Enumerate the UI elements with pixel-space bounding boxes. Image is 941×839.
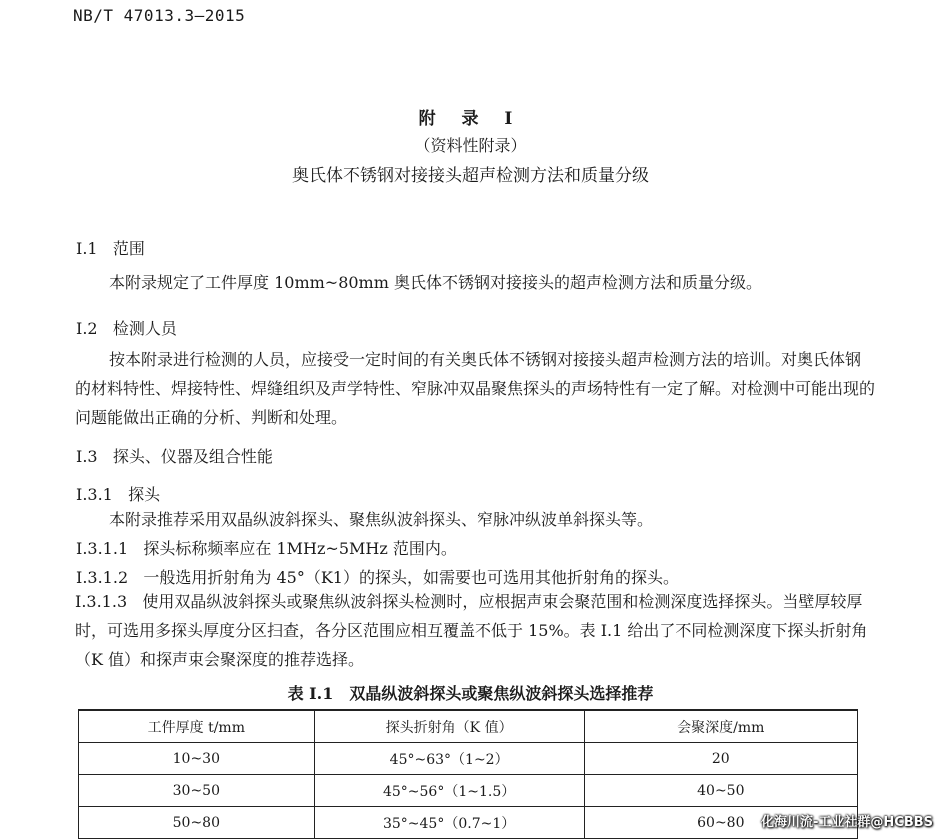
section-text: 探头标称频率应在 1MHz~5MHz 范围内。	[143, 539, 457, 558]
section-1-heading	[76, 236, 145, 259]
table-cell: 45°~56°（1~1.5）	[314, 775, 584, 807]
section-title: 范围	[112, 239, 145, 258]
watermark: 化海川流-工业社群@HCBBS	[761, 815, 933, 830]
section-number: I.3	[76, 447, 98, 466]
table-caption: 表 I.1 双晶纵波斜探头或聚焦纵波斜探头选择推荐	[287, 684, 654, 703]
appendix-heading: 奥氏体不锈钢对接接头超声检测方法和质量分级	[292, 166, 649, 186]
table-cell: 50~80	[79, 807, 315, 839]
section-1-text: 本附录规定了工件厚度 10mm~80mm 奥氏体不锈钢对接接头的超声检测方法和质量分级。	[109, 273, 762, 292]
section-3-1-heading	[76, 482, 160, 505]
table-cell: 10~30	[79, 743, 315, 775]
section-3-1-1	[76, 536, 457, 559]
document-code: NB/T 47013.3—2015	[73, 6, 246, 25]
section-title: 探头、仪器及组合性能	[112, 447, 273, 466]
section-number: I.1	[76, 239, 98, 258]
section-2-heading	[76, 316, 177, 339]
table-cell: 20	[584, 743, 857, 775]
table-row	[79, 807, 858, 839]
table-cell: 60~80	[584, 807, 857, 839]
table-row	[79, 775, 858, 807]
table-cell: 40~50	[584, 775, 857, 807]
section-number: I.3.1.2	[76, 568, 129, 587]
column-header: 探头折射角（K 值）	[314, 710, 584, 743]
section-number: I.3.1.1	[76, 539, 129, 558]
section-number: I.3.1.3	[75, 592, 128, 611]
section-text: 一般选用折射角为 45°（K1）的探头，如需要也可选用其他折射角的探头。	[143, 568, 679, 587]
column-header: 工件厚度 t/mm	[79, 710, 315, 743]
section-3-1-2	[76, 565, 679, 588]
section-number: I.3.1	[76, 485, 113, 504]
column-header: 会聚深度/mm	[584, 710, 857, 743]
section-2-text: 按本附录进行检测的人员，应接受一定时间的有关奥氏体不锈钢对接接头超声检测方法的培训。对奥氏体钢的材料特性、焊接特性、焊缝组织及声学特性、窄脉冲双晶聚焦探头的声场特性有一定了解。对检测中可能出现的问题能做出正确的分析、判断和处理。	[75, 350, 876, 427]
section-3-1-text: 本附录推荐采用双晶纵波斜探头、聚焦纵波斜探头、窄脉冲纵波单斜探头等。	[109, 510, 654, 529]
probe-selection-table	[78, 709, 858, 839]
table-cell: 45°~63°（1~2）	[314, 743, 584, 775]
section-3-heading	[76, 444, 273, 467]
appendix-title: 附 录 I	[418, 109, 523, 129]
appendix-subtitle: （资料性附录）	[414, 136, 527, 155]
table-cell: 35°~45°（0.7~1）	[314, 807, 584, 839]
section-text: 使用双晶纵波斜探头或聚焦纵波斜探头检测时，应根据声束会聚范围和检测深度选择探头。当壁厚较厚时，可选用多探头厚度分区扫查，各分区范围应相互覆盖不低于 15%。表 I.1 给出了不同检测深度下探头折射角（K 值）和探声束会聚深度的推荐选择。	[75, 592, 868, 669]
table-row	[79, 743, 858, 775]
table-cell: 30~50	[79, 775, 315, 807]
table-header-row	[79, 710, 858, 743]
section-number: I.2	[76, 319, 98, 338]
section-title: 检测人员	[112, 319, 177, 338]
section-title: 探头	[128, 485, 161, 504]
section-3-1-3	[75, 587, 875, 674]
